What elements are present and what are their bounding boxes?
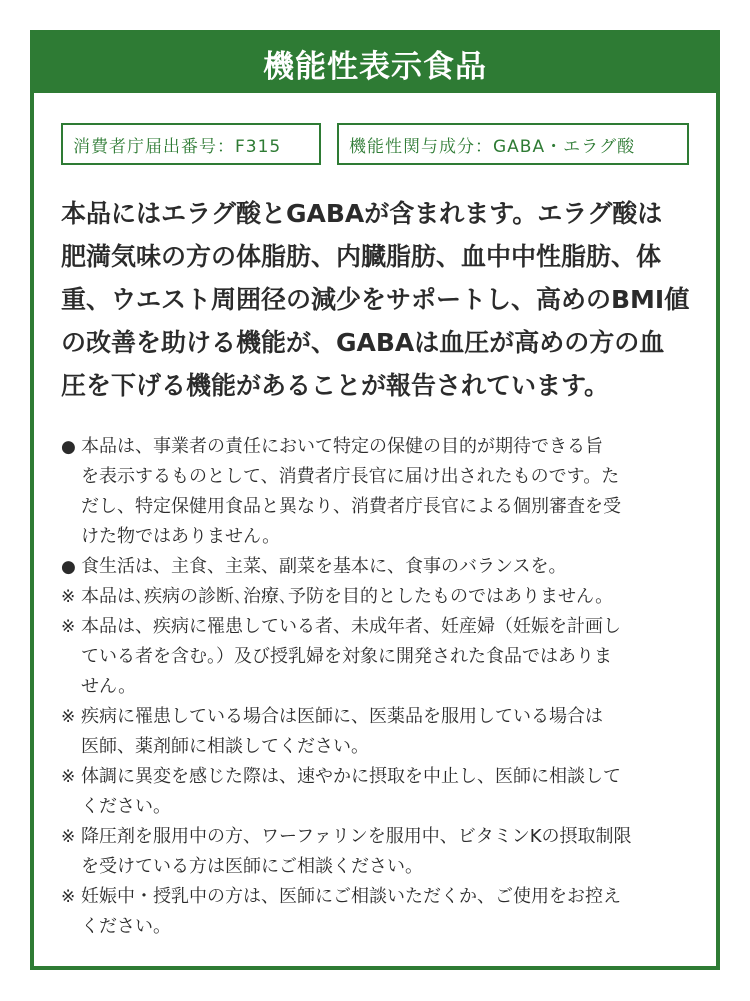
note-item (61, 882, 701, 942)
note-text (81, 762, 701, 822)
bullet-mark: ● (61, 437, 76, 457)
note-line: けた物ではありません。 (81, 526, 281, 547)
reference-mark: ※ (61, 767, 76, 787)
note-item (61, 702, 701, 762)
note-item (61, 612, 701, 702)
note-line: 疾病に罹患している場合は医師に、医薬品を服用している場合は (81, 706, 603, 727)
reference-mark: ※ (61, 617, 76, 637)
note-line: ください。 (81, 916, 171, 937)
note-text (81, 702, 701, 762)
note-text (81, 582, 701, 612)
note-line: 医師、薬剤師に相談してください。 (81, 736, 369, 757)
note-text (81, 552, 701, 582)
note-line: ている者を含む。）及び授乳婦を対象に開発された食品ではありま (81, 646, 612, 667)
note-line: 降圧剤を服用中の方、ワーファリンを服用中、ビタミンKの摂取制限 (81, 826, 632, 847)
note-item (61, 762, 701, 822)
note-line: を受けている方は医師にご相談ください。 (81, 856, 423, 877)
functional-ingredient-badge: 機能性関与成分：GABA・エラグ酸 (337, 123, 689, 165)
note-item (61, 432, 701, 552)
reference-mark: ※ (61, 587, 76, 607)
note-line: ください。 (81, 796, 171, 817)
note-item (61, 552, 701, 582)
note-text (81, 612, 701, 702)
label-title: 機能性表示食品 (263, 49, 487, 85)
note-item (61, 822, 701, 882)
reference-mark: ※ (61, 707, 76, 727)
registration-number-badge: 消費者庁届出番号：F315 (61, 123, 321, 165)
note-text (81, 432, 701, 552)
label-header (34, 34, 716, 93)
claim-line: 肥満気味の方の体脂肪、内臓脂肪、血中中性脂肪、体 (61, 242, 662, 271)
claim-line: 本品にはエラグ酸とGABAが含まれます。エラグ酸は (61, 199, 663, 228)
functional-claim-text (61, 192, 697, 407)
note-line: 本品は､疾病の診断､治療､予防を目的としたものではありません。 (81, 586, 614, 607)
note-line: 妊娠中・授乳中の方は、医師にご相談いただくか、ご使用をお控え (81, 886, 621, 907)
note-line: せん。 (81, 676, 137, 697)
note-line: 本品は、事業者の責任において特定の保健の目的が期待できる旨 (81, 436, 603, 457)
badge-row (61, 123, 689, 165)
note-line: だし、特定保健用食品と異なり、消費者庁長官による個別審査を受 (81, 496, 621, 517)
note-line: を表示するものとして、消費者庁長官に届け出されたものです。た (81, 466, 620, 487)
note-text (81, 882, 701, 942)
reference-mark: ※ (61, 887, 76, 907)
note-line: 食生活は、主食、主菜、副菜を基本に、食事のバランスを。 (81, 556, 567, 577)
reference-mark: ※ (61, 827, 76, 847)
bullet-mark: ● (61, 557, 76, 577)
claim-line: 圧を下げる機能があることが報告されています。 (61, 371, 610, 400)
claim-line: の改善を助ける機能が、GABAは血圧が高めの方の血 (61, 328, 665, 357)
note-line: 体調に異変を感じた際は、速やかに摂取を中止し、医師に相談して (81, 766, 621, 787)
note-item (61, 582, 701, 612)
claim-line: 重、ウエスト周囲径の減少をサポートし、高めのBMI値 (61, 285, 690, 314)
caution-notes-list (61, 432, 701, 942)
note-line: 本品は、疾病に罹患している者、未成年者、妊産婦（妊娠を計画し (81, 616, 621, 637)
note-text (81, 822, 701, 882)
functional-food-label-panel (30, 30, 720, 970)
